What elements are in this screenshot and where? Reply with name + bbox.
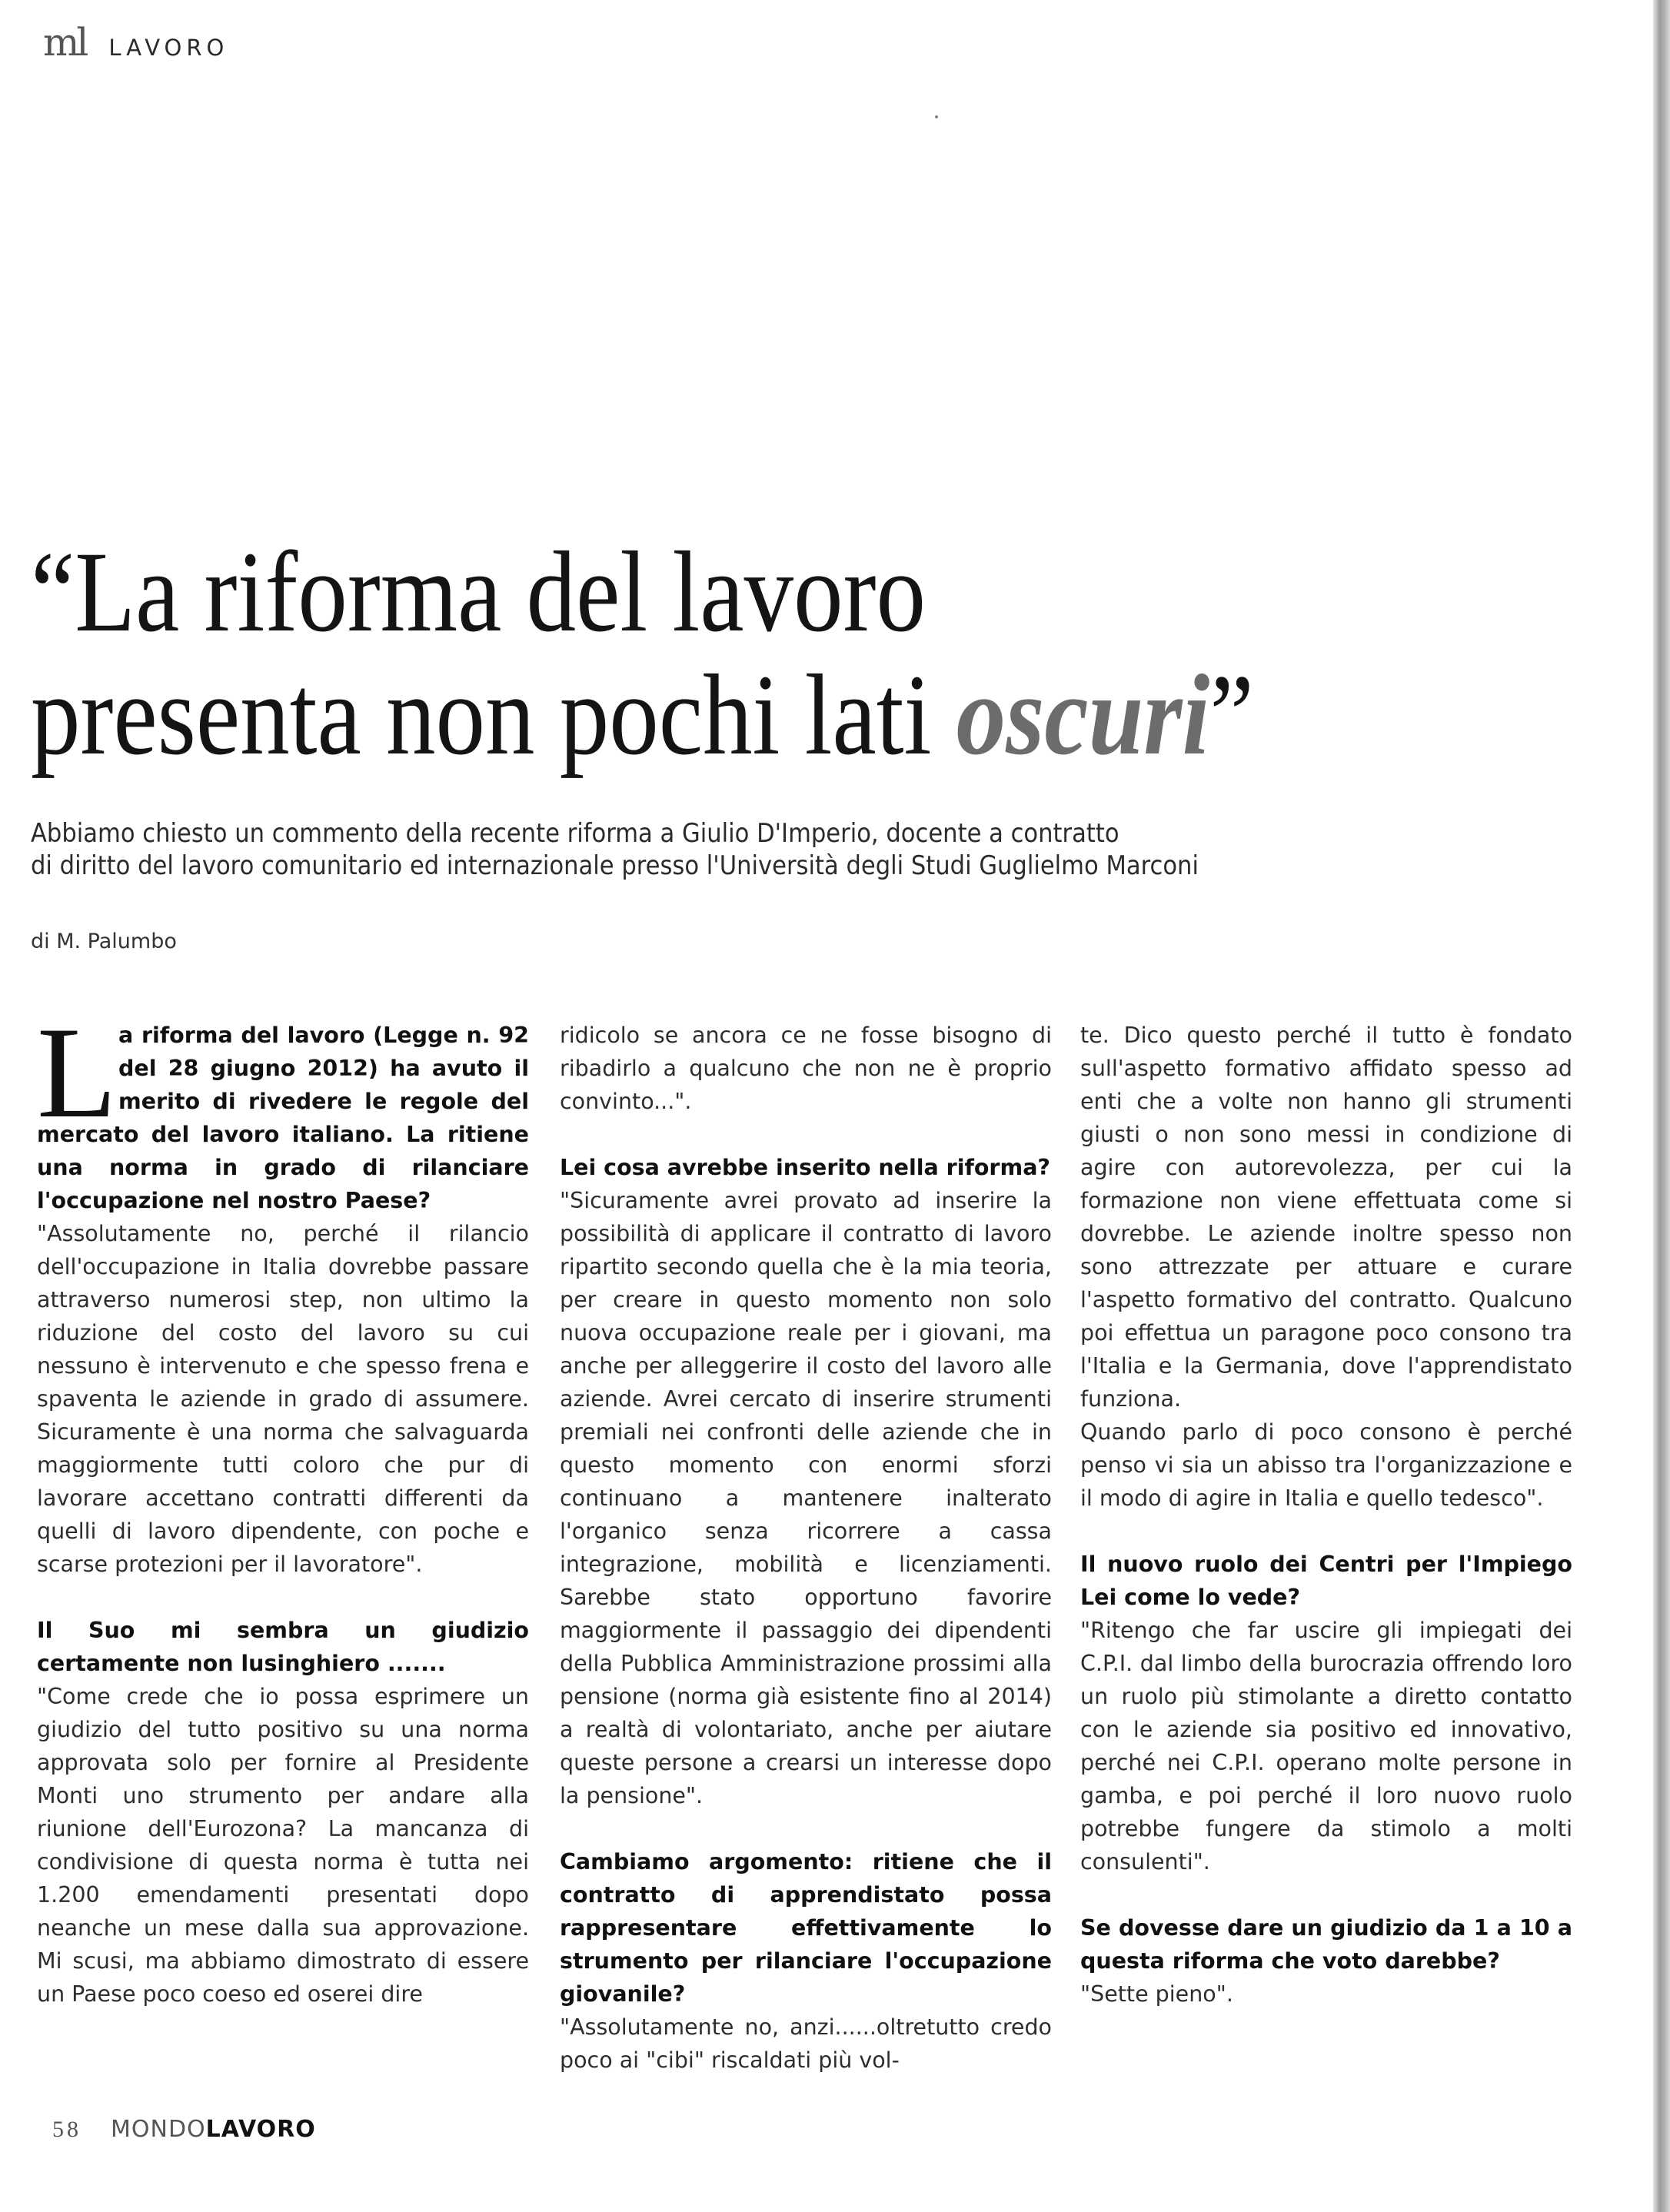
- title-line-1-text: La riforma del lavoro: [75, 528, 926, 656]
- subtitle-line-1: Abbiamo chiesto un commento della recente riforma a Giulio D'Imperio, docente a contratto: [31, 818, 1119, 849]
- answer-2-part-1: "Come crede che io possa esprimere un giudizio del tutto positivo su una norma approvata solo per fornire al Presidente Monti uno strumento per andare alla riunione dell'Eurozona? La mancanza di condivisione di questa norma è tutta nei 1.200 emendamenti presentati dopo neanche un mese dalla sua approvazione. Mi scusi, ma abbiamo dimostrato di essere un Paese poco coeso ed oserei dire: [37, 1684, 529, 2007]
- article-title: [31, 528, 1254, 779]
- title-emphasis-word: oscuri: [956, 651, 1210, 779]
- title-line-2: [31, 651, 1254, 779]
- scan-speck: [935, 115, 938, 118]
- brand-mondo: MONDO: [111, 2116, 206, 2143]
- question-5: Il nuovo ruolo dei Centri per l'Impiego Lei come lo vede?: [1080, 1552, 1572, 1610]
- question-1: [37, 1000, 529, 1217]
- answer-5: "Ritengo che far uscire gli impiegati dei C.P.I. dal limbo della burocrazia offrendo loro un ruolo più stimolante a diretto contatto con le aziende sia positivo ed innovativo, perché nei C.P.I. operano molte persone in gamba, e poi perché il loro nuovo ruolo potrebbe fungere da stimolo a molti consulenti".: [1080, 1618, 1572, 1874]
- answer-4-part-3: Quando parlo di poco consono è perché penso vi sia un abisso tra l'organizzazione e il modo di agire in Italia e quello tedesco".: [1080, 1419, 1572, 1511]
- scan-page-edge: [1653, 0, 1670, 2212]
- question-4: Cambiamo argomento: ritiene che il contratto di apprendistato possa rappresentare effettivamente lo strumento per rilanciare l'occupazione giovanile?: [560, 1849, 1052, 2007]
- title-close-quote: ”: [1209, 651, 1254, 779]
- answer-6: "Sette pieno".: [1080, 1981, 1233, 2007]
- article-column-3: [1080, 1019, 1572, 2011]
- answer-4-part-2: te. Dico questo perché il tutto è fondato sull'aspetto formativo affidato spesso ad enti che a volte non hanno gli strumenti giusti o non sono messi in condizione di agire con autorevolezza, per cui la formazione non viene effettuata come si dovrebbe. Le aziende inoltre spesso non sono attrezzate per attuare e curare l'aspetto formativo del contratto. Qualcuno poi effettua un paragone poco consono tra l'Italia e la Germania, dove l'apprendistato funziona.: [1080, 1023, 1572, 1412]
- page-number: 58: [52, 2117, 82, 2142]
- question-2: Il Suo mi sembra un giudizio certamente non lusinghiero .......: [37, 1618, 529, 1676]
- page-footer: [52, 2116, 316, 2143]
- subtitle-line-2: di diritto del lavoro comunitario ed internazionale presso l'Università degli Studi Guglielmo Marconi: [31, 850, 1199, 881]
- paragraph-gap: [1080, 1515, 1572, 1548]
- answer-1: "Assolutamente no, perché il rilancio dell'occupazione in Italia dovrebbe passare attraverso numerosi step, non ultimo la riduzione del costo del lavoro su cui nessuno è intervenuto e che spesso frena e spaventa le aziende in grado di assumere. Sicuramente è una norma che salvaguarda maggiormente tutti coloro che pur di lavorare accettano contratti differenti da quelli di lavoro dipendente, con poche e scarse protezioni per il lavoratore".: [37, 1221, 529, 1577]
- article-subtitle: [31, 817, 1199, 882]
- magazine-brand: [111, 2116, 316, 2143]
- page-header: [43, 20, 229, 65]
- article-column-2: [560, 1019, 1052, 2077]
- title-line-1: [31, 528, 1254, 656]
- article-column-1: [37, 1000, 529, 2011]
- section-label: LAVORO: [108, 35, 229, 61]
- drop-cap: L: [37, 1000, 117, 1145]
- paragraph-gap: [1080, 1878, 1572, 1911]
- title-open-quote: “: [31, 528, 75, 656]
- answer-4-part-1: "Assolutamente no, anzi......oltretutto credo poco ai "cibi" riscaldati più vol-: [560, 2014, 1052, 2073]
- paragraph-gap: [560, 1118, 1052, 1151]
- paragraph-gap: [37, 1581, 529, 1614]
- magazine-logo: ml: [43, 20, 86, 65]
- question-6: Se dovesse dare un giudizio da 1 a 10 a questa riforma che voto darebbe?: [1080, 1915, 1572, 1974]
- title-line-2-text: presenta non pochi lati: [31, 651, 956, 779]
- answer-2-part-2: ridicolo se ancora ce ne fosse bisogno di ribadirlo a qualcuno che non ne è proprio convinto...".: [560, 1023, 1052, 1114]
- author-byline: di M. Palumbo: [31, 930, 177, 953]
- paragraph-gap: [560, 1812, 1052, 1845]
- answer-3: "Sicuramente avrei provato ad inserire la possibilità di applicare il contratto di lavoro ripartito secondo quella che è la mia teoria, per creare in questo momento non solo nuova occupazione reale per i giovani, ma anche per alleggerire il costo del lavoro alle aziende. Avrei cercato di inserire strumenti premiali nei confronti delle aziende che in questo momento con enormi sforzi continuano a mantenere inalterato l'organico senza ricorrere a cassa integrazione, mobilità e licenziamenti. Sarebbe stato opportuno favorire maggiormente il passaggio dei dipendenti della Pubblica Amministrazione prossimi alla pensione (norma già esistente fino al 2014) a realtà di volontariato, anche per aiutare queste persone a crearsi un interesse dopo la pensione".: [560, 1188, 1052, 1808]
- brand-lavoro: LAVORO: [205, 2116, 316, 2143]
- question-3: Lei cosa avrebbe inserito nella riforma?: [560, 1155, 1050, 1180]
- question-1-text: a riforma del lavoro (Legge n. 92 del 28 giugno 2012) ha avuto il merito di rivedere le regole del mercato del lavoro italiano. La ritiene una norma in grado di rilanciare l'occupazione nel nostro Paese?: [37, 1023, 529, 1213]
